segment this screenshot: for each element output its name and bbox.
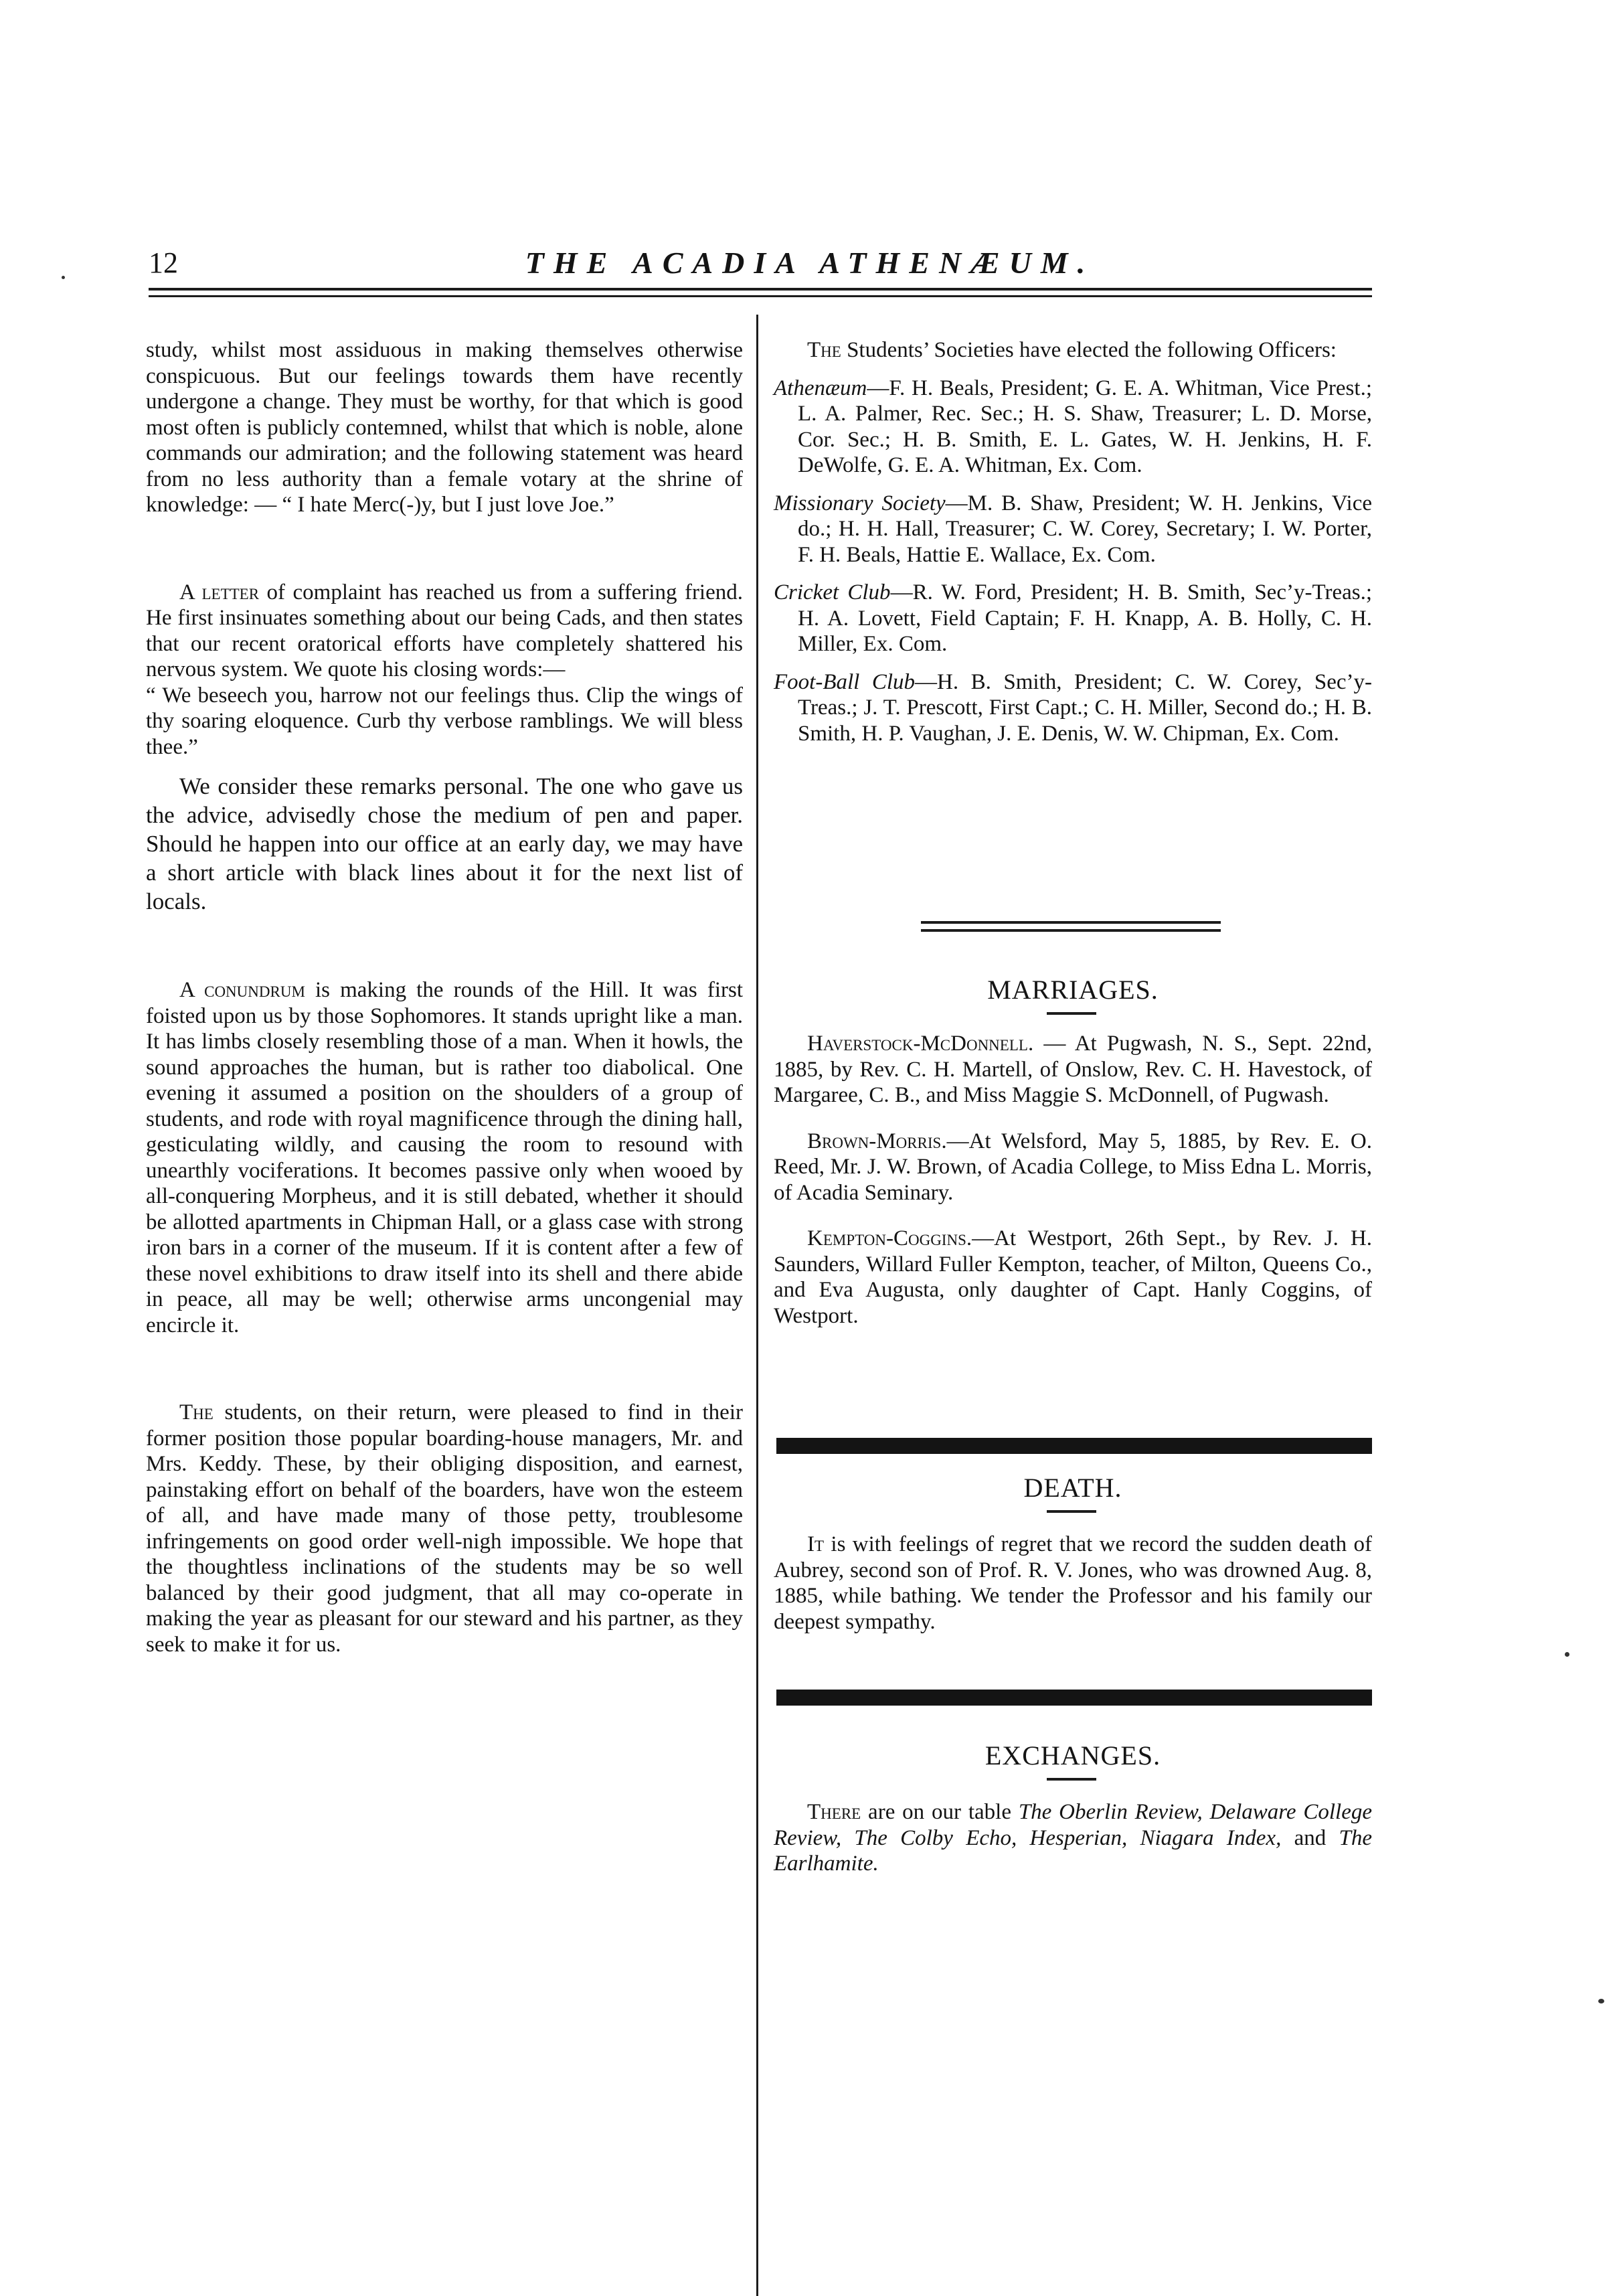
death-paragraph bbox=[774, 1532, 1372, 1635]
journal-title: THE ACADIA ATHENÆUM. bbox=[525, 246, 1095, 280]
society-name: Missionary Society bbox=[774, 491, 946, 515]
death-lead: It bbox=[807, 1532, 825, 1556]
officers-intro bbox=[774, 337, 1372, 363]
society-name: Athenæum bbox=[774, 376, 867, 400]
exchanges-paragraph bbox=[774, 1799, 1372, 1877]
society-entry bbox=[774, 669, 1372, 747]
page-number: 12 bbox=[149, 246, 178, 279]
column-divider bbox=[756, 315, 758, 2296]
society-officers: —M. B. Shaw, President; W. H. Jenkins, Vice do.; H. H. Hall, Treasurer; C. W. Corey, Secretary; I. W. Porter, F. H. Beals, Hattie E. Wallace, Ex. Com. bbox=[798, 491, 1372, 567]
letter-paragraph bbox=[146, 580, 743, 683]
marriages-heading: MARRIAGES. bbox=[987, 975, 1159, 1005]
marriage-entry bbox=[774, 1031, 1372, 1109]
society-officers: —H. B. Smith, President; C. W. Corey, Sec’y-Treas.; J. T. Prescott, First Capt.; C. H. Miller, Second do.; H. B. Smith, H. P. Vaughan, J. E. Denis, W. W. Chipman, Ex. Com. bbox=[798, 669, 1372, 746]
death-heading: DEATH. bbox=[1023, 1473, 1122, 1503]
society-entry bbox=[774, 376, 1372, 479]
print-speck bbox=[1598, 1999, 1604, 2003]
black-rule bbox=[776, 1438, 1372, 1454]
marriage-text: — At Pugwash, N. S., Sept. 22nd, 1885, by Rev. C. H. Martell, of Onslow, Rev. C. H. Havestock, of Margaree, C. B., and Miss Maggie S. McDonnell, of Pugwash. bbox=[774, 1032, 1372, 1107]
exchanges-lead: There bbox=[807, 1800, 861, 1824]
letter-quote: “ We beseech you, harrow not our feelings thus. Clip the wings of thy soaring eloquence. Curb thy verbose ramblings. We will bless thee.” bbox=[146, 683, 743, 759]
marriage-names: Haverstock-McDonnell. bbox=[807, 1032, 1034, 1056]
society-name: Foot-Ball Club bbox=[774, 669, 916, 694]
heading-underline bbox=[1047, 1012, 1096, 1015]
section-rule bbox=[921, 921, 1221, 924]
marriage-entry bbox=[774, 1129, 1372, 1206]
heading-underline bbox=[1047, 1510, 1096, 1513]
exchanges-mid: and bbox=[1281, 1825, 1339, 1850]
right-column bbox=[774, 337, 1372, 746]
reply-paragraph: We consider these remarks personal. The one who gave us the advice, advisedly chose the medium of pen and paper. Should he happen into our office at an early day, we may have a short article with black lines about it for the next list of locals. bbox=[146, 773, 743, 914]
marriage-text: —At Welsford, May 5, 1885, by Rev. E. O. Reed, Mr. J. W. Brown, of Acadia College, to Miss Edna L. Morris, of Acadia Seminary. bbox=[774, 1129, 1372, 1205]
exchanges-pre: are on our table bbox=[861, 1800, 1019, 1824]
black-rule bbox=[776, 1690, 1372, 1706]
exchanges-heading: EXCHANGES. bbox=[985, 1740, 1161, 1771]
heading-underline bbox=[1047, 1778, 1096, 1781]
continued-paragraph: study, whilst most assiduous in making themselves otherwise conspicuous. But our feelings towards them have recently undergone a change. They must be worthy, for that which is good most often is publicly contemned, whilst that which is noble, alone commands our admiration; and the following statement was heard from no less authority than a female votary at the shrine of knowledge: — “ I hate Merc(-)y, but I just love Joe.” bbox=[146, 338, 743, 517]
conundrum-body: is making the rounds of the Hill. It was first foisted upon us by those Sophomores. It stands upright like a man. It has limbs closely resembling those of a man. When it howls, the sound approaches the human, but is rather too diabolical. One evening it assumed a position on the shoulders of a group of students, and rode with royal magnificence through the dining hall, gesticulating wildly, and causing the room to resound with unearthly vociferations. It becomes passive only when wooed by all-conquering Morpheus, and it is still debated, whether it should be allotted apartments in Chipman Hall, or a glass case with strong iron bars in a corner of the museum. If it is content after a few of these novel exhibitions to draw itself into its shell and there abide in peace, all may be well; otherwise arms uncongenial may encircle it. bbox=[146, 978, 743, 1337]
marriage-text: —At Westport, 26th Sept., by Rev. J. H. Saunders, Willard Fuller Kempton, teacher, of Milton, Queens Co., and Eva Augusta, only daughter of Capt. Hanly Coggins, of Westport. bbox=[774, 1226, 1372, 1328]
officers-intro-lead: The bbox=[807, 338, 841, 362]
exchanges-last-title: The Earlhamite. bbox=[774, 1825, 1372, 1876]
society-officers: —F. H. Beals, President; G. E. A. Whitman, Vice Prest.; L. A. Palmer, Rec. Sec.; H. S. Shaw, Treasurer; L. D. Morse, Cor. Sec.; H. B. Smith, E. L. Gates, W. H. Jenkins, H. F. DeWolfe, G. E. A. Whitman, Ex. Com. bbox=[798, 376, 1372, 477]
marriage-names: Brown-Morris. bbox=[807, 1129, 947, 1153]
exchanges-titles: The Oberlin Review, Delaware College Review, The Colby Echo, Hesperian, Niagara Index, bbox=[774, 1800, 1372, 1850]
conundrum-paragraph bbox=[146, 977, 743, 1338]
letter-body: of complaint has reached us from a suffering friend. He first insinuates something about our being Cads, and then states that our recent oratorical efforts have completely shattered his nervous system. We quote his closing words:— bbox=[146, 580, 744, 681]
society-entry bbox=[774, 491, 1372, 568]
society-name: Cricket Club bbox=[774, 580, 891, 604]
left-column bbox=[146, 337, 743, 1657]
death-notice bbox=[774, 1532, 1372, 1635]
death-body: is with feelings of regret that we record the sudden death of Aubrey, second son of Prof. R. V. Jones, who was drowned Aug. 8, 1885, while bathing. We tender the Professor and his family our deepest sympathy. bbox=[774, 1532, 1372, 1634]
header-rule-bottom bbox=[149, 295, 1372, 297]
society-officers: —R. W. Ford, President; H. B. Smith, Sec’y-Treas.; H. A. Lovett, Field Captain; F. H. Knapp, A. B. Holly, C. H. Miller, Ex. Com. bbox=[798, 580, 1372, 656]
society-entry bbox=[774, 580, 1372, 657]
header-rule-top bbox=[149, 288, 1372, 291]
officers-intro-body: Students’ Societies have elected the following Officers: bbox=[841, 338, 1337, 362]
exchanges-notice bbox=[774, 1799, 1372, 1877]
marriage-entry bbox=[774, 1226, 1372, 1329]
print-speck bbox=[1565, 1652, 1569, 1657]
section-rule bbox=[921, 929, 1221, 932]
students-lead: The bbox=[179, 1400, 213, 1424]
marriage-names: Kempton-Coggins. bbox=[807, 1226, 972, 1250]
students-paragraph bbox=[146, 1400, 743, 1657]
letter-lead: A letter bbox=[179, 580, 260, 604]
conundrum-lead: A conundrum bbox=[179, 978, 305, 1002]
print-speck bbox=[62, 276, 65, 279]
students-body: students, on their return, were pleased to find in their former position those popular boarding-house managers, Mr. and Mrs. Keddy. These, by their obliging disposition, and earnest, painstaking effort on behalf of the boarders, have won the esteem of all, and have made many of those petty, troublesome infringements on good order well-nigh impossible. We hope that the thoughtless inclinations of the students may be so well balanced by their good judgment, that all may co-operate in making the year as pleasant for our steward and his partner, as they seek to make it for us. bbox=[146, 1400, 743, 1657]
marriages-list bbox=[774, 1031, 1372, 1329]
